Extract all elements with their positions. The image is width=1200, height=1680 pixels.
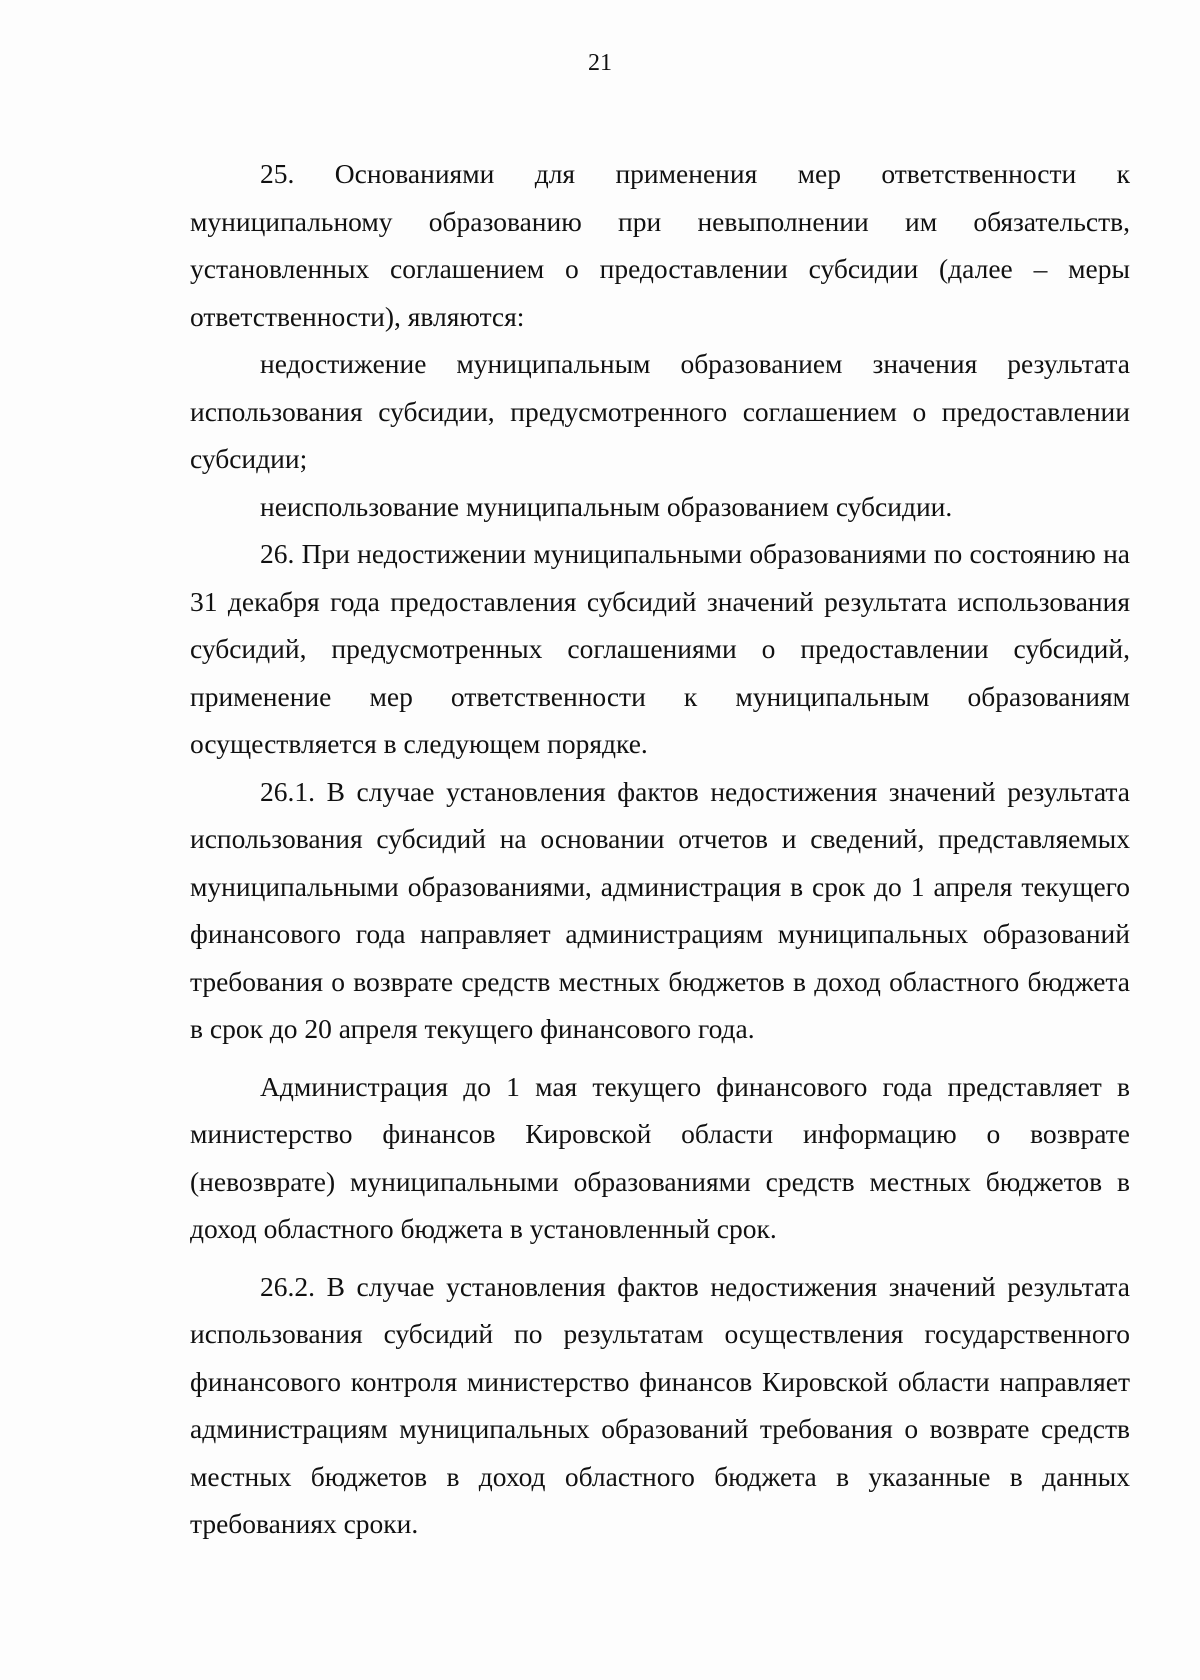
page-number: 21	[588, 50, 612, 76]
paragraph-25-item-1: недостижение муниципальным образованием значения результата использования субсидии, предусмотренного соглашением о предоставлении субсидии;	[190, 348, 1130, 474]
document-body	[190, 150, 1130, 1548]
paragraph-25: 25. Основаниями для применения мер ответственности к муниципальному образованию при невыполнении им обязательств, установленных соглашением о предоставлении субсидии (далее – меры ответственности), являются:	[190, 158, 1130, 332]
paragraph-26-1-administration: Администрация до 1 мая текущего финансового года представляет в министерство финансов Кировской области информацию о возврате (невозврате) муниципальными образованиями средств местных бюджетов в доход областного бюджета в установленный срок.	[190, 1070, 1130, 1244]
paragraph-26-2: 26.2. В случае установления фактов недостижения значений результата использования субсидий по результатам осуществления государственного финансового контроля министерство финансов Кировской области направляет администрациям муниципальных образований требования о возврате средств местных бюджетов в доход областного бюджета в указанные в данных требованиях сроки.	[190, 1270, 1130, 1539]
paragraph-25-item-2: неиспользование муниципальным образованием субсидии.	[260, 490, 953, 522]
paragraph-26: 26. При недостижении муниципальными образованиями по состоянию на 31 декабря года предоставления субсидий значений результата использования субсидий, предусмотренных соглашениями о предоставлении субсидий, применение мер ответственности к муниципальным образованиям осуществляется в следующем порядке.	[190, 538, 1130, 759]
paragraph-26-1: 26.1. В случае установления фактов недостижения значений результата использования субсидий на основании отчетов и сведений, представляемых муниципальными образованиями, администрация в срок до 1 апреля текущего финансового года направляет администрациям муниципальных образований требования о возврате средств местных бюджетов в доход областного бюджета в срок до 20 апреля текущего финансового года.	[190, 775, 1130, 1044]
